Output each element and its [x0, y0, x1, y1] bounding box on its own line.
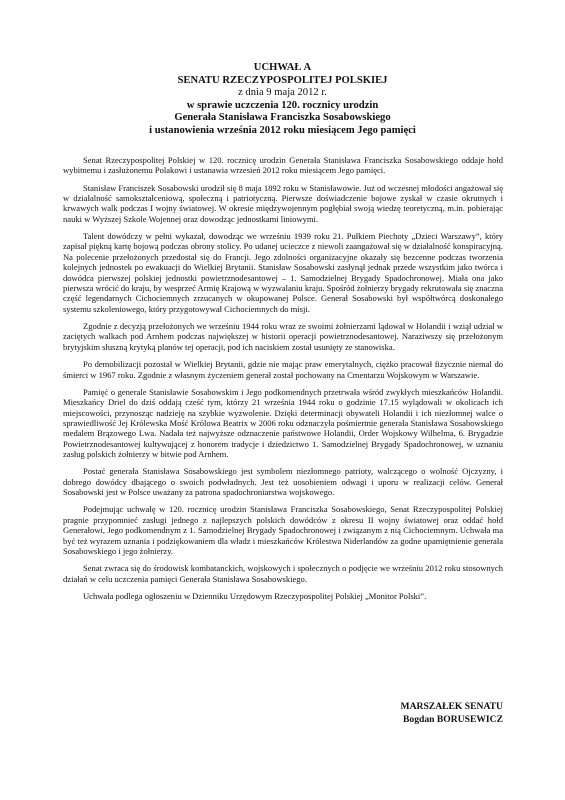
paragraph-9: Senat zwraca się do środowisk kombatanckich, wojskowych i społecznych o podjęcie we wrześniu 2012 roku stosownych działań w celu uczczenia pamięci Generała Stanisława Sosabowskiego. [63, 563, 503, 584]
resolution-date: z dnia 9 maja 2012 r. [238, 87, 327, 99]
signatory-name: Bogdan BORUSEWICZ [403, 713, 503, 725]
resolution-title: UCHWAŁ A [253, 62, 312, 73]
resolution-body [63, 155, 503, 608]
paragraph-7: Postać generała Stanisława Sosabowskiego jest symbolem niezłomnego patrioty, walczącego o wolność Ojczyzny, i dobrego dowódcy dbającego o swoich podwładnych. Jest też uosobieniem odwagi i uporu w realizacji celów. Generał Sosabowski jest w Polsce uważany za patrona spadochroniarstwa wojskowego. [63, 466, 503, 498]
signatory-title: MARSZAŁEK SENATU [400, 701, 503, 712]
paragraph-10: Uchwała podlega ogłoszeniu w Dzienniku Urzędowym Rzeczypospolitej Polskiej „Monitor Polski”. [83, 590, 427, 601]
issuing-body: SENATU RZECZYPOSPOLITEJ POLSKIEJ [177, 74, 388, 86]
resolution-header [90, 62, 475, 138]
paragraph-8: Podejmując uchwałę w 120. rocznicę urodzin Stanisława Franciszka Sosabowskiego, Senat Rzeczypospolitej Polskiej pragnie przypomnieć zasługi jednego z najlepszych polskich dowódców z okresu II wojny światowej oraz oddać hołd Generałowi, Jego podkomendnym z 1. Samodzielnej Brygady Spadochronowej i związanym z nią Cichociemnym. Uchwała ma być też wyrazem uznania i podziękowaniem dla władz i mieszkańców Królestwa Niderlandów za godne upamiętnienie generała Sosabowskiego i jego żołnierzy. [63, 504, 503, 556]
resolution-subject-line-2: Generała Stanisława Franciszka Sosabowskiego [174, 112, 391, 124]
resolution-subject-line-1: w sprawie uczczenia 120. rocznicy urodzin [186, 99, 379, 111]
paragraph-6: Pamięć o generale Stanisławie Sosabowskim i Jego podkomendnych przetrwała wśród zwykłych mieszkańców Holandii. Mieszkańcy Driel do dziś oddają cześć tym, którzy 21 września 1944 roku o godzinie 17.15 wylądowali w okolicach ich miejscowości, przynosząc nadzieję na szybkie wyzwolenie. Dzięki determinacji obywateli Holandii i ich niezłomnej walce o sprawiedliwość Jej Królewska Mość Królowa Beatrix w 2006 roku odznaczyła pośmiertnie generała Stanisława Sosabowskiego medalem Brązowego Lwa. Nadała też najwyższe odznaczenie państwowe Holandii, Order Wojskowy Wilhelma, 6. Brygadzie Powietrznodesantowej kultywującej z honorem tradycje i dziedzictwo 1. Samodzielnej Brygady Spadochronowej, w uznaniu zasług polskich żołnierzy w bitwie pod Arnhem. [63, 386, 503, 460]
paragraph-1: Senat Rzeczypospolitej Polskiej w 120. rocznicę urodzin Generała Stanisława Franciszka Sosabowskiego oddaje hołd wybitnemu i zasłużonemu Polakowi i ustanawia wrzesień 2012 roku miesiącem Jego pamięci. [63, 155, 503, 176]
paragraph-4: Zgodnie z decyzją przełożonych we wrześniu 1944 roku wraz ze swoimi żołnierzami lądował w Holandii i wziął udział w zaciętych walkach pod Arnhem podczas największej w historii operacji powietrznodesantowej. Naraziwszy się przełożonym brytyjskim słuszną krytyką planów tej operacji, pod ich naciskiem został usunięty ze stanowiska. [63, 321, 503, 352]
signature-block [303, 701, 503, 726]
paragraph-3: Talent dowódczy w pełni wykazał, dowodząc we wrześniu 1939 roku 21. Pułkiem Piechoty „Dzieci Warszawy”, który zapisał piękną kartę bojową podczas obrony stolicy. Po udanej ucieczce z niewoli zaangażował się w działalność konspiracyjną. Na polecenie przełożonych przedostał się do Francji. Jego zdolności organizacyjne okazały się bezcenne podczas tworzenia kolejnych jednostek po ewakuacji do Wielkiej Brytanii. Stanisław Sosabowski zasłynął jednak przede wszystkim jako twórca i dowódca pierwszej polskiej jednostki powietrznodesantowej – 1. Samodzielnej Brygady Spadochronowej. Miała ona jako pierwsza wrócić do kraju, by wesprzeć Armię Krajową w wyzwalaniu kraju. Spośród żołnierzy brygady rekrutowała się znaczna część legendarnych Cichociemnych zrzucanych w okupowanej Polsce. Generał Sosabowski był współtwórcą doskonałego systemu szkoleniowego, który przygotowywał Cichociemnych do misji. [63, 231, 503, 314]
paragraph-2: Stanisław Franciszek Sosabowski urodził się 8 maja 1892 roku w Stanisławowie. Już od wczesnej młodości angażował się w działalność samokształceniową, społeczną i patriotyczną. Pierwsze doświadczenie bojowe zyskał w czasie okrutnych i krwawych walk podczas I wojny światowej. W okresie międzywojennym pogłębiał swoją wiedzę teoretyczną, m.in. pobierając nauki w Wyższej Szkole Wojennej oraz dowodząc jednostkami liniowymi. [63, 182, 503, 224]
paragraph-5: Po demobilizacji pozostał w Wielkiej Brytanii, gdzie nie mając praw emerytalnych, ciężko pracował fizycznie niemal do śmierci w 1967 roku. Zgodnie z własnym życzeniem generał został pochowany na Cmentarzu Wojskowym w Warszawie. [63, 359, 503, 380]
resolution-subject-line-3: i ustanowienia września 2012 roku miesiącem Jego pamięci [149, 124, 416, 136]
